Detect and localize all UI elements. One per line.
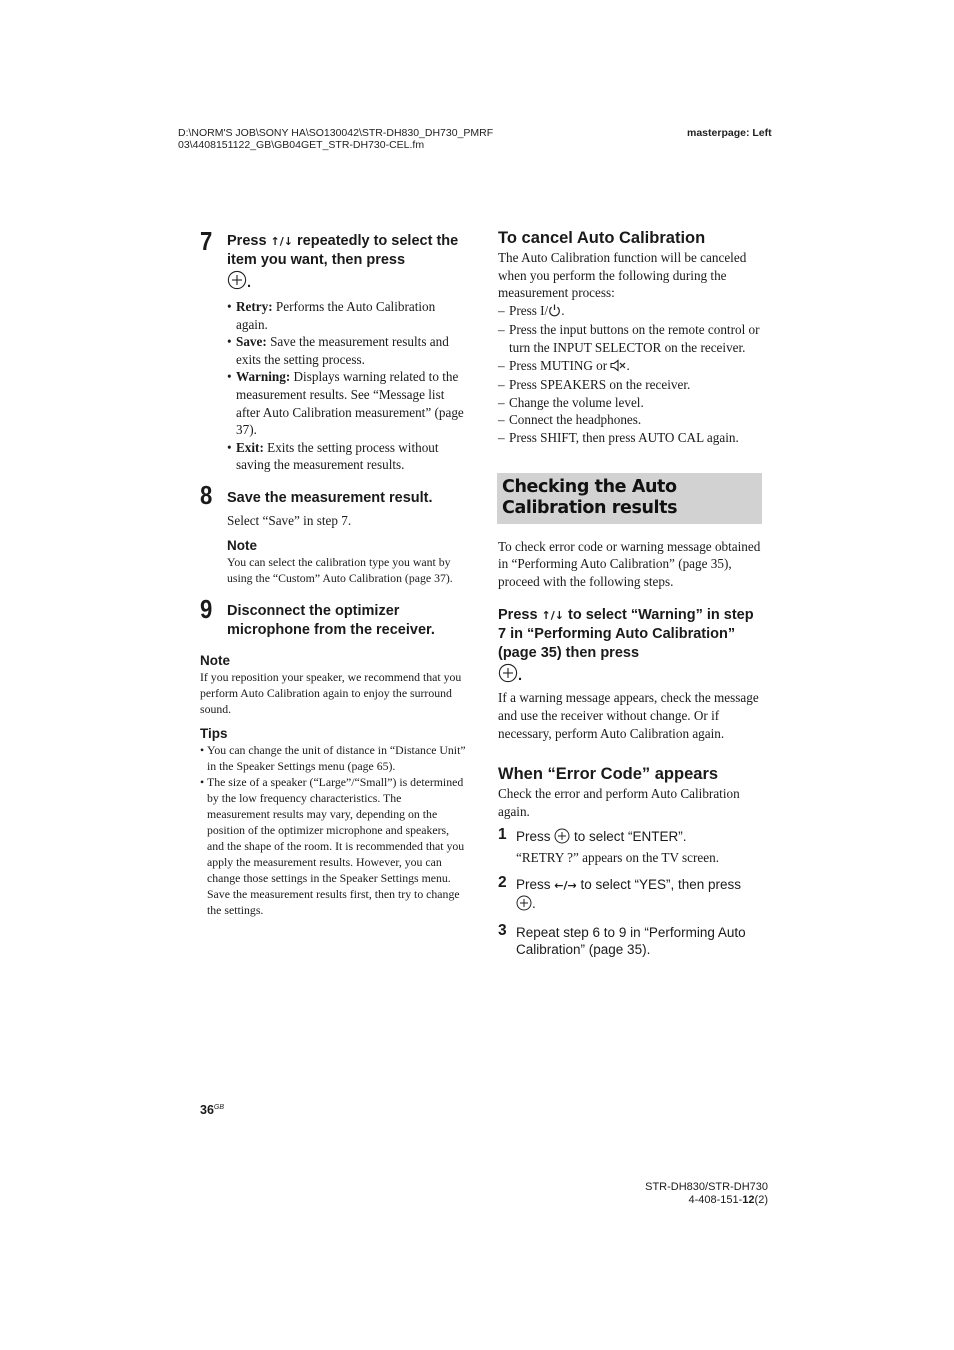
model-footer bbox=[600, 1181, 768, 1206]
step-7-options bbox=[227, 298, 466, 474]
step-8-title: Save the measurement result. bbox=[227, 489, 433, 506]
error-step-1-sub: “RETRY ?” appears on the TV screen. bbox=[516, 849, 719, 865]
step-number: 1 bbox=[498, 826, 507, 844]
note-section bbox=[200, 652, 466, 717]
step-number: 8 bbox=[200, 479, 213, 510]
step-8-body: Select “Save” in step 7. bbox=[227, 512, 352, 528]
step-9-title: Disconnect the optimizer microphone from the receiver. bbox=[227, 603, 435, 639]
page-number: $36^{GB}$ bbox=[200, 1103, 225, 1117]
check-intro: To check error code or warning message obtained in “Performing Auto Calibration” (page 35), proceed with the following steps. bbox=[498, 538, 761, 589]
error-step-2: 2 Press ←/→ to select “YES”, then press . bbox=[498, 876, 764, 915]
file-path-line-1: D:\NORM'S JOB\SONY HA\SO130042\STR-DH830_DH730_PMRF bbox=[178, 127, 494, 139]
list-item: • You can change the unit of distance in “Distance Unit” in the Speaker Settings menu (page 65). bbox=[200, 742, 466, 774]
step-number: 7 bbox=[200, 226, 213, 256]
list-item: • Save: Save the measurement results and exits the setting process. bbox=[227, 333, 466, 368]
step-number: 9 bbox=[200, 594, 213, 625]
step-9 bbox=[200, 594, 466, 640]
enter-circle-plus-icon bbox=[227, 270, 247, 296]
list-item: – Press MUTING or . bbox=[498, 357, 764, 377]
list-item: – Change the volume level. bbox=[498, 394, 764, 412]
tips-section bbox=[200, 725, 466, 918]
note-heading: Note bbox=[200, 653, 230, 669]
list-item: • Warning: Displays warning related to the measurement results. See “Message list after Auto Calibration measurement” (page 37). bbox=[227, 368, 466, 438]
model-name: STR-DH830/STR-DH730 bbox=[645, 1181, 768, 1193]
section-banner bbox=[497, 473, 762, 524]
list-item: • Exit: Exits the setting process without saving the measurement results. bbox=[227, 439, 466, 474]
step-number: 3 bbox=[498, 921, 507, 939]
note-body: If you reposition your speaker, we recommend that you perform Auto Calibration again to enjoy the surround sound. bbox=[200, 670, 462, 717]
step-8-note-heading: Note bbox=[227, 538, 257, 554]
list-item: • Retry: Performs the Auto Calibration again. bbox=[227, 298, 466, 333]
step-number: 2 bbox=[498, 874, 507, 892]
error-step-1: 1 Press to select “ENTER”. “RETRY ?” appears on the TV screen. bbox=[498, 828, 764, 866]
error-code-heading: When “Error Code” appears bbox=[498, 765, 719, 784]
up-down-arrow-icon: ↑/↓ bbox=[270, 235, 293, 248]
enter-circle-plus-icon bbox=[554, 828, 570, 849]
step-8 bbox=[200, 479, 466, 587]
step-8-note-body: You can select the calibration type you want by using the “Custom” Auto Calibration (page 37). bbox=[227, 555, 453, 586]
enter-circle-plus-icon bbox=[498, 663, 518, 689]
right-column bbox=[498, 228, 764, 959]
list-item: – Press the input buttons on the remote control or turn the INPUT SELECTOR on the receiver. bbox=[498, 321, 764, 356]
list-item: • The size of a speaker (“Large”/“Small”) is determined by the low frequency characteristics. The measurement results may vary, depending on the position of the optimizer microphone and speakers, and the shape of the room. It is recommended that you apply the measurement results. However, you can change those settings in the Speaker Settings menu. Save the measurement results first, then try to change the settings. bbox=[200, 774, 466, 918]
step-7-title: Press ↑/↓ repeatedly to select the item you want, then press . bbox=[227, 232, 466, 296]
list-item: – Press SHIFT, then press AUTO CAL again. bbox=[498, 429, 764, 447]
muting-icon bbox=[610, 359, 626, 377]
left-right-arrow-icon: ←/→ bbox=[554, 879, 577, 893]
list-item: – Press I/ . bbox=[498, 302, 764, 322]
list-item: – Connect the headphones. bbox=[498, 411, 764, 429]
error-step-3: 3 Repeat step 6 to 9 in “Performing Auto Calibration” (page 35). bbox=[498, 921, 746, 958]
power-icon bbox=[548, 303, 561, 322]
document-code: 4-408-151-12(2) bbox=[688, 1193, 768, 1206]
left-column bbox=[200, 226, 466, 918]
section-banner-title: Checking the Auto Calibration results bbox=[502, 476, 678, 518]
cancel-body: The Auto Calibration function will be canceled when you perform the following during the measurement process: bbox=[498, 250, 747, 301]
up-down-arrow-icon: ↑/↓ bbox=[541, 609, 564, 623]
enter-circle-plus-icon bbox=[516, 895, 532, 916]
step-7 bbox=[200, 226, 466, 474]
cancel-list bbox=[498, 302, 764, 447]
tips-list bbox=[200, 742, 466, 918]
file-path-header bbox=[178, 127, 493, 151]
warning-step-heading: Press ↑/↓ to select “Warning” in step 7 in “Performing Auto Calibration” (page 35) then press . bbox=[498, 606, 764, 689]
cancel-heading: To cancel Auto Calibration bbox=[498, 229, 706, 247]
masterpage-label: masterpage: Left bbox=[687, 127, 772, 139]
list-item: – Press SPEAKERS on the receiver. bbox=[498, 376, 764, 394]
file-path-line-2: 03\4408151122_GB\GB04GET_STR-DH730-CEL.fm bbox=[178, 139, 425, 151]
tips-heading: Tips bbox=[200, 726, 228, 742]
warning-body: If a warning message appears, check the message and use the receiver without change. Or if necessary, perform Auto Calibration again. bbox=[498, 690, 759, 741]
error-code-body: Check the error and perform Auto Calibration again. bbox=[498, 786, 740, 819]
